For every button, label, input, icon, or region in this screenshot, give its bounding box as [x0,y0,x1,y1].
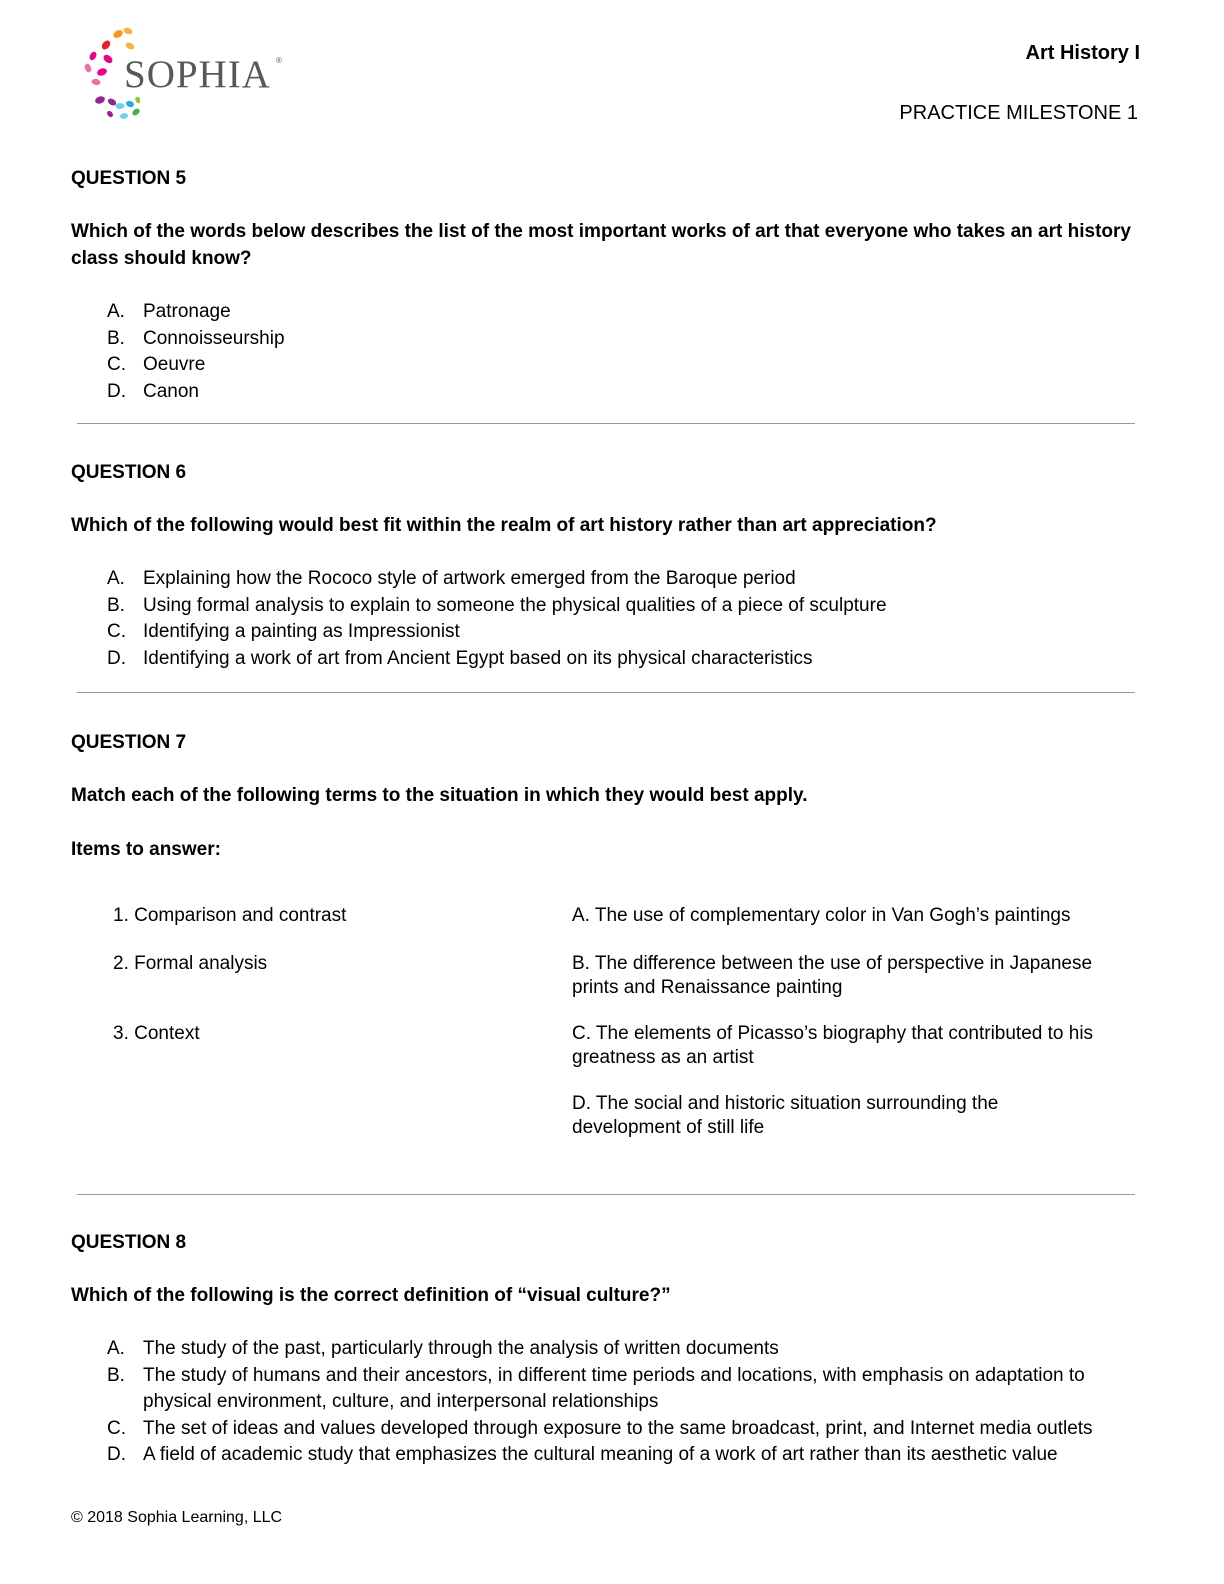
logo-wordmark: SOPHIA [124,53,271,96]
match-situation[interactable]: C. The elements of Picasso’s biography that contributed to his greatness as an artist [572,1023,1094,1068]
match-situation[interactable]: B. The difference between the use of perspective in Japanese prints and Renaissance painting [572,953,1093,998]
option-letter: D. [107,647,126,669]
option-letter: B. [107,1364,125,1386]
option-text: Explaining how the Rococo style of artwork emerged from the Baroque period [143,568,796,589]
match-term[interactable]: 3. Context [113,1023,200,1044]
question-text: Which of the following is the correct definition of “visual culture?” [71,1285,671,1306]
registered-mark: ® [276,56,282,65]
answer-option[interactable] [107,593,1147,620]
answer-option[interactable] [107,1416,1147,1443]
option-letter: C. [107,621,126,643]
answer-option[interactable] [107,646,1147,673]
option-text: A field of academic study that emphasizes the cultural meaning of a work of art rather than its aesthetic value [143,1444,1058,1466]
option-letter: A. [107,301,125,322]
option-letter: D. [107,380,126,402]
option-text: Using formal analysis to explain to someone the physical qualities of a piece of sculpture [143,594,887,616]
option-text: Canon [143,380,199,402]
answer-option[interactable] [107,352,1147,379]
option-letter: B. [107,594,125,616]
option-text: Patronage [143,301,231,322]
answer-option[interactable] [107,1363,1147,1416]
option-letter: C. [107,1417,126,1439]
sophia-logo [80,24,300,120]
section-divider [77,423,1135,424]
milestone-title: PRACTICE MILESTONE 1 [899,102,1138,124]
option-letter: A. [107,568,125,589]
option-letter: D. [107,1444,126,1466]
option-letter: C. [107,354,126,376]
option-text: The study of humans and their ancestors, in different time periods and locations, with emphasis on adaptation to physical environment, culture, and interpersonal relationships [143,1364,1085,1413]
question-text: Match each of the following terms to the situation in which they would best apply. [71,785,808,806]
answer-option[interactable] [107,566,1147,593]
items-label: Items to answer: [71,839,221,860]
answer-option[interactable] [107,1336,1147,1363]
option-text: Identifying a work of art from Ancient Egypt based on its physical characteristics [143,647,813,669]
answer-option[interactable] [107,299,1147,326]
match-situation[interactable]: A. The use of complementary color in Van Gogh’s paintings [572,905,1071,926]
section-divider [77,1194,1135,1195]
answer-option[interactable] [107,326,1147,353]
answer-option[interactable] [107,1442,1147,1469]
answer-option[interactable] [107,619,1147,646]
answer-options [107,566,1147,672]
question-label: QUESTION 7 [71,732,187,753]
question-label: QUESTION 5 [71,168,187,189]
match-situation[interactable]: D. The social and historic situation surrounding the development of still life [572,1093,999,1138]
option-text: The set of ideas and values developed through exposure to the same broadcast, print, and Internet media outlets [143,1417,1093,1439]
option-text: The study of the past, particularly through the analysis of written documents [143,1338,779,1359]
question-label: QUESTION 6 [71,462,187,483]
answer-options [107,1336,1147,1469]
match-term[interactable]: 1. Comparison and contrast [113,905,347,926]
match-term[interactable]: 2. Formal analysis [113,953,268,974]
option-letter: A. [107,1338,125,1359]
answer-options [107,299,1147,405]
option-letter: B. [107,327,125,349]
question-label: QUESTION 8 [71,1232,187,1253]
question-text: Which of the words below describes the list of the most important works of art that everyone who takes an art history class should know? [71,221,1131,269]
course-title: Art History I [1025,42,1140,64]
question-text: Which of the following would best fit within the realm of art history rather than art appreciation? [71,515,937,536]
footer-copyright: © 2018 Sophia Learning, LLC [71,1509,283,1526]
answer-option[interactable] [107,379,1147,406]
option-text: Identifying a painting as Impressionist [143,621,460,643]
option-text: Oeuvre [143,354,206,376]
section-divider [77,692,1135,693]
option-text: Connoisseurship [143,327,285,349]
